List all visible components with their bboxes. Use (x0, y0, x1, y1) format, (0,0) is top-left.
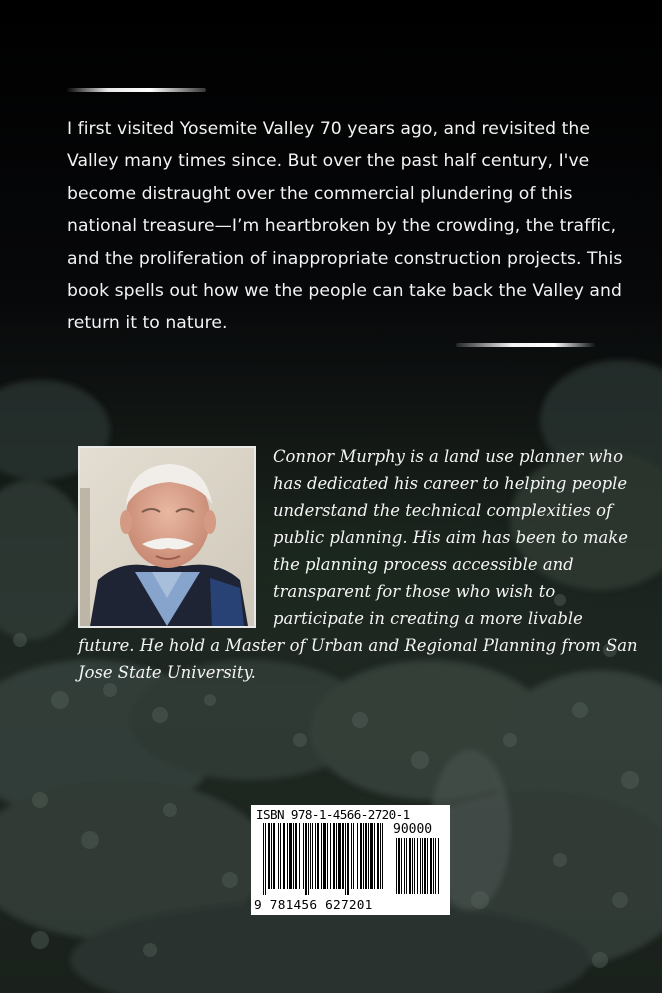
barcode-bar (265, 823, 266, 895)
barcode-bar (401, 838, 402, 894)
barcode-bar (342, 823, 344, 889)
barcode-bar (308, 823, 309, 895)
barcode-bar (422, 838, 423, 894)
barcode-bar (380, 823, 381, 889)
barcode-bar (345, 823, 346, 895)
barcode-bar (435, 838, 436, 894)
barcode-bar (347, 823, 349, 895)
ean-barcode-bars (263, 823, 391, 897)
barcode-bar (427, 838, 428, 894)
barcode-bar (430, 838, 432, 894)
barcode-bar (263, 823, 264, 895)
barcode-bar (336, 823, 337, 889)
barcode-bar (438, 838, 439, 894)
barcode-bar (278, 823, 279, 889)
barcode-bar (414, 838, 415, 894)
barcode-bar (280, 823, 281, 889)
top-divider (66, 88, 206, 92)
barcode-bar (268, 823, 270, 889)
isbn-label: ISBN 978-1-4566-2720-1 (256, 807, 410, 822)
book-blurb: I first visited Yosemite Valley 70 years ago, and revisited the Valley many times since. But over the past half century, I've become distraught over the commercial plundering of this national treasure—I’m heartbroken by the crowding, the traffic, and the proliferation of inappropriate construction projects. This book spells out how we the people can take back the Valley and return it to nature. (67, 119, 623, 334)
barcode-bar (406, 838, 407, 894)
barcode-bar (333, 823, 335, 889)
barcode-bar (363, 823, 364, 889)
barcode-bar (330, 823, 331, 889)
ean-digits: 9 781456 627201 (254, 898, 373, 913)
barcode-bar (289, 823, 292, 889)
barcode-bar (420, 838, 421, 894)
barcode-bar (303, 823, 304, 889)
barcode-bar (360, 823, 362, 889)
barcode-bar (370, 823, 373, 889)
barcode-bar (398, 838, 400, 894)
barcode-bar (305, 823, 307, 895)
barcode-bar (310, 823, 311, 889)
barcode-bar (368, 823, 369, 889)
author-bio (78, 443, 640, 686)
barcode-bar (315, 823, 316, 889)
barcode-bar (365, 823, 367, 889)
barcode-bar (323, 823, 326, 889)
barcode-bar (351, 823, 352, 889)
author-bio-text: Connor Murphy is a land use planner who has dedicated his career to helping people understand the technical complexities of public planning. His aim has been to make the planning process accessible and transparent for those who wish to participate in creating a more livable future. He hold a Master of Urban and Regional Planning from San Jose State University. (78, 447, 638, 682)
bottom-divider (456, 343, 596, 347)
barcode-bar (295, 823, 297, 889)
photo-spacer (78, 443, 273, 632)
barcode-bar (287, 823, 288, 889)
barcode-bar (283, 823, 285, 889)
barcode-bar (327, 823, 328, 889)
price-code: 90000 (393, 822, 433, 837)
barcode-bar (409, 838, 411, 894)
barcode-bar (299, 823, 300, 889)
barcode-bar (412, 838, 413, 894)
barcode-bar (353, 823, 354, 889)
barcode-bar (338, 823, 341, 889)
barcode-bar (374, 823, 375, 889)
barcode-bar (271, 823, 272, 889)
barcode-bar (293, 823, 294, 889)
barcode-bar (424, 838, 426, 894)
barcode-bar (433, 838, 434, 894)
isbn-barcode (251, 805, 450, 915)
barcode-bar (377, 823, 379, 889)
barcode-bar (396, 838, 397, 894)
barcode-bar (417, 838, 418, 894)
barcode-bar (273, 823, 275, 889)
barcode-bar (321, 823, 322, 889)
price-addon-bars (396, 838, 446, 898)
barcode-bar (382, 823, 383, 889)
barcode-bar (357, 823, 358, 889)
barcode-bar (312, 823, 313, 889)
barcode-bar (404, 838, 405, 894)
barcode-bar (317, 823, 319, 889)
